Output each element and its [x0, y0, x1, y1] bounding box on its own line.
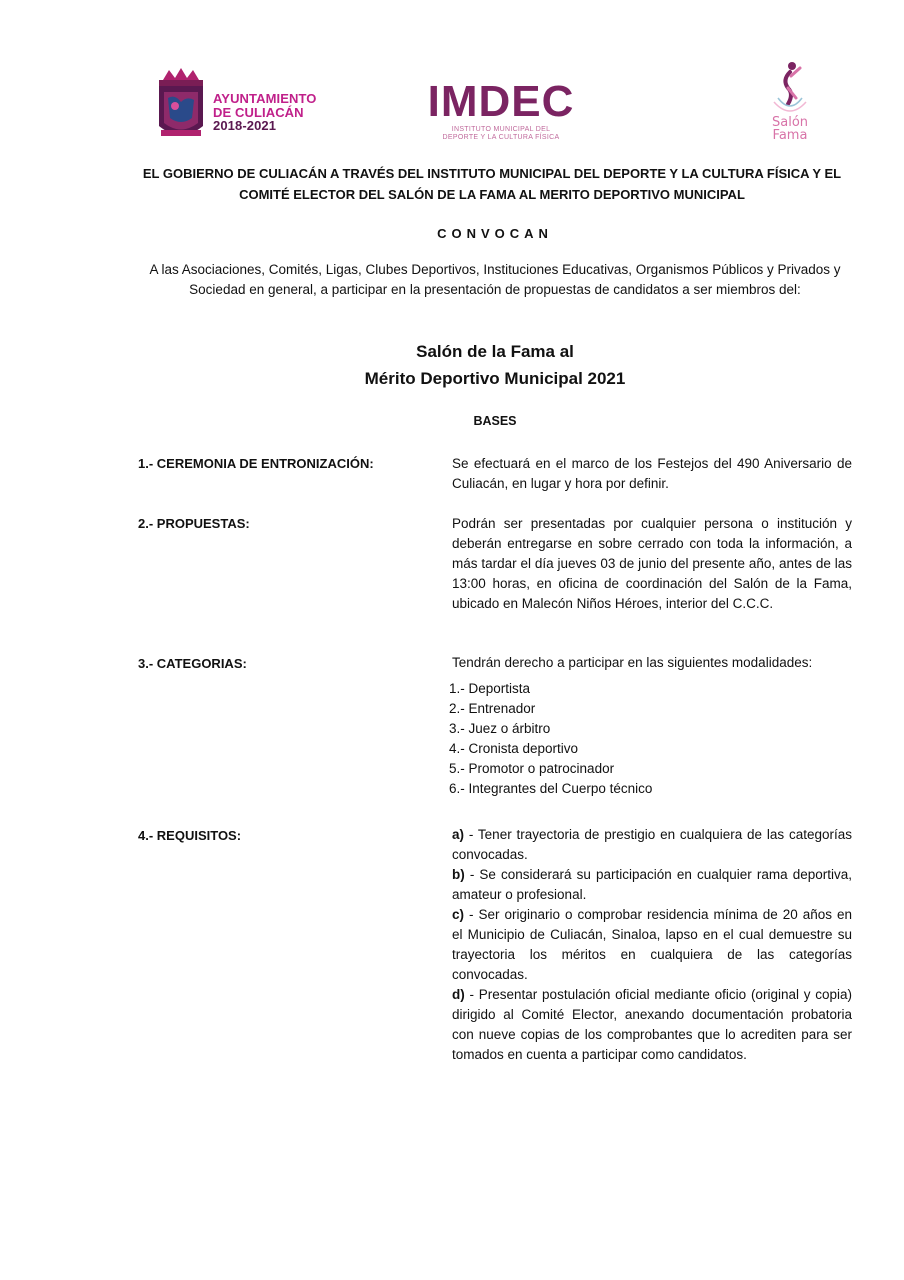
ayuntamiento-logo-text [213, 92, 317, 133]
imdec-name: IMDEC [427, 77, 575, 126]
intro-paragraph: A las Asociaciones, Comités, Ligas, Clubes Deportivos, Instituciones Educativas, Organismos Públicos y Privados y Sociedad en general, a participar en la presentación de propuestas de candidatos a ser miembros del: [149, 262, 841, 297]
list-item: 3.- Juez o árbitro [449, 721, 551, 736]
requisito-d [452, 985, 852, 1065]
requisito-text: - Tener trayectoria de prestigio en cualquiera de las categorías convocadas. [452, 827, 852, 862]
list-item: 6.- Integrantes del Cuerpo técnico [449, 781, 653, 796]
list-item: 1.- Deportista [449, 681, 531, 696]
requisito-letter: b) [452, 867, 465, 882]
event-title-line1: Salón de la Fama al [416, 342, 574, 361]
convocan-title: CONVOCAN [437, 226, 553, 241]
section-ceremonia-label: 1.- CEREMONIA DE ENTRONIZACIÓN: [138, 456, 374, 471]
ayuntamiento-line2: DE CULIACÁN [213, 104, 304, 120]
requisito-letter: d) [452, 987, 465, 1002]
requisito-text: - Presentar postulación oficial mediante oficio (original y copia) dirigido al Comité Elector, anexando documentación probatoria con nueve copias de los comprobantes que lo acrediten para ser tomados en cuenta a participar como candidatos. [452, 987, 852, 1062]
section-propuestas-label: 2.- PROPUESTAS: [138, 516, 250, 531]
list-item: 2.- Entrenador [449, 701, 536, 716]
section-ceremonia-text: Se efectuará en el marco de los Festejos del 490 Aniversario de Culiacán, en lugar y hora por definir. [452, 456, 852, 491]
section-categorias-label: 3.- CATEGORIAS: [138, 656, 247, 671]
requisito-letter: c) [452, 907, 465, 922]
list-item: 5.- Promotor o patrocinador [449, 761, 615, 776]
requisito-a [452, 825, 852, 865]
section-categorias-text: Tendrán derecho a participar en las siguientes modalidades: [452, 655, 813, 670]
salon-fama-text [755, 116, 825, 142]
imdec-subtitle [416, 126, 586, 142]
salon-line1: Salón [771, 115, 809, 130]
ayuntamiento-line1: AYUNTAMIENTO [213, 91, 317, 106]
categorias-list [449, 679, 652, 799]
ayuntamiento-logo [155, 68, 335, 148]
imdec-subtitle-line1: INSTITUTO MUNICIPAL DEL [451, 126, 551, 133]
requisito-text: - Ser originario o comprobar residencia mínima de 20 años en el Municipio de Culiacán, Sinaloa, lapso en el cual demuestre su trayectoria los méritos en cualquiera de las categorías convocadas. [452, 907, 852, 982]
imdec-subtitle-line2: DEPORTE Y LA CULTURA FÍSICA [442, 134, 560, 141]
requisito-c [452, 905, 852, 985]
salon-line2: Fama [772, 128, 808, 143]
imdec-logo [416, 77, 586, 150]
requisito-text: - Se considerará su participación en cualquier rama deportiva, amateur o profesional. [452, 867, 852, 902]
requisitos-list [452, 825, 852, 1065]
requisito-letter: a) [452, 827, 465, 842]
culiacan-crest-icon [155, 68, 207, 144]
list-item: 4.- Cronista deportivo [449, 741, 579, 756]
requisito-b [452, 865, 852, 905]
bases-title: BASES [473, 414, 517, 428]
ayuntamiento-years: 2018-2021 [213, 118, 277, 133]
document-heading: EL GOBIERNO DE CULIACÁN A TRAVÉS DEL INSTITUTO MUNICIPAL DEL DEPORTE Y LA CULTURA FÍSICA Y EL COMITÉ ELECTOR DEL SALÓN DE LA FAMA AL MERITO DEPORTIVO MUNICIPAL [142, 166, 842, 202]
section-propuestas-text: Podrán ser presentadas por cualquier persona o institución y deberán entregarse en sobre cerrado con toda la información, a más tardar el día jueves 03 de junio del presente año, antes de las 13:00 horas, en oficina de coordinación del Salón de la Fama, ubicado en Malecón Niños Héroes, interior del C.C.C. [452, 516, 852, 611]
salon-fama-logo [755, 58, 825, 150]
event-title-line2: Mérito Deportivo Municipal 2021 [364, 369, 626, 388]
section-requisitos-label: 4.- REQUISITOS: [138, 828, 242, 843]
athlete-figure-icon [770, 58, 810, 116]
event-title [0, 338, 904, 392]
